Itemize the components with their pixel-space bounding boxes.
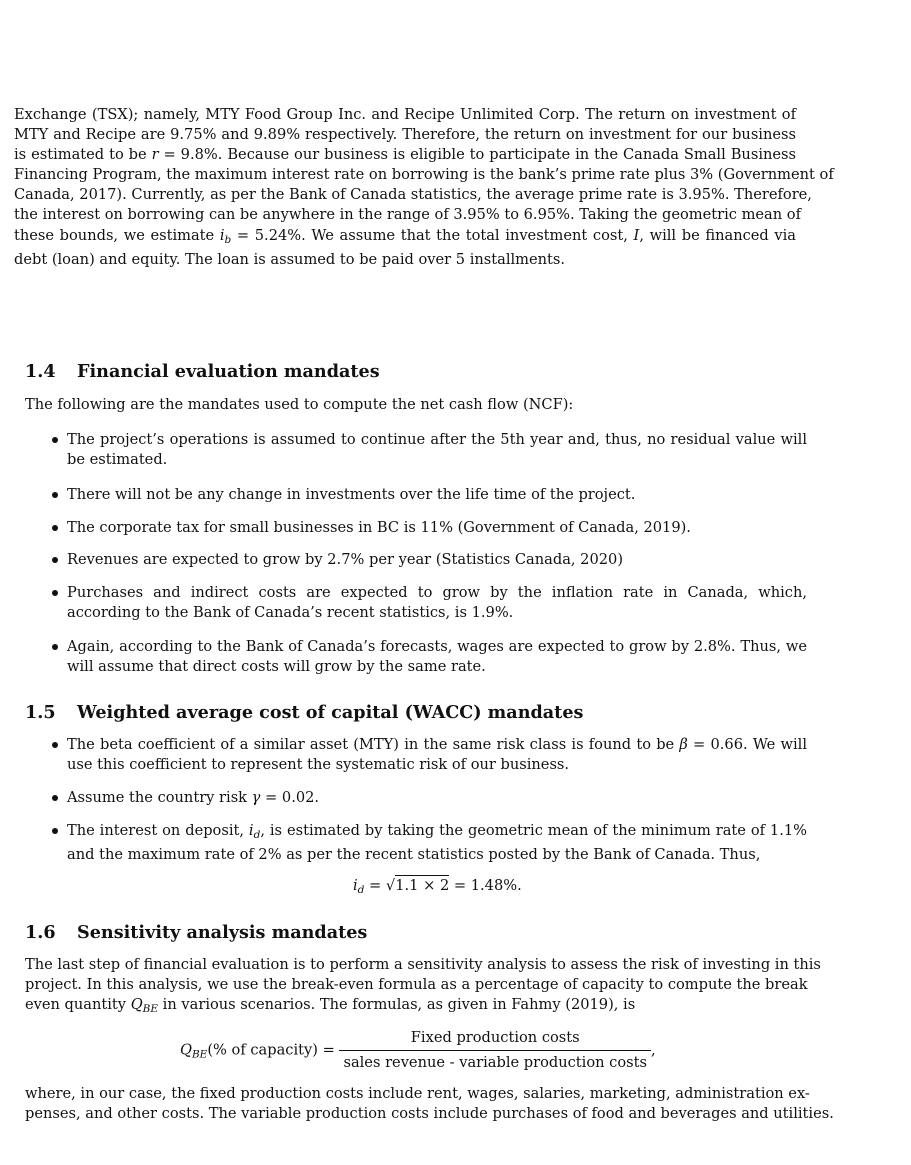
intro-line-2: MTY and Recipe are 9.75% and 9.89% respectively. Therefore, the return on investment for our business — [14, 126, 796, 144]
list-item: The corporate tax for small businesses in BC is 11% (Government of Canada, 2019). — [67, 518, 807, 538]
intro-line-6: the interest on borrowing can be anywhere in the range of 3.95% to 6.95%. Taking the geometric mean of — [14, 206, 801, 224]
intro-line-8: debt (loan) and equity. The loan is assumed to be paid over 5 installments. — [14, 250, 566, 268]
list-item: The beta coefficient of a similar asset (MTY) in the same risk class is found to be β = 0.66. We will use this coefficient to represent the systematic risk of our business. — [67, 735, 807, 775]
intro-line-4: Financing Program, the maximum interest rate on borrowing is the bank’s prime rate plus 3% (Government of — [14, 166, 834, 184]
bullet-dot — [52, 492, 58, 498]
list-item: Purchases and indirect costs are expected to grow by the inflation rate in Canada, which, according to the Bank of Canada’s recent statistics, is 1.9%. — [67, 583, 807, 623]
intro-line-1: Exchange (TSX); namely, MTY Food Group Inc. and Recipe Unlimited Corp. The return on investment of — [14, 106, 796, 123]
section-1-6-paragraph: The last step of financial evaluation is to perform a sensitivity analysis to assess the risk of investing in this project. In this analysis, we use the break-even formula as a percentage of capacity to compute the break even quantity $Q_{BE}$ in various scenarios. The formulas, as given in Fahmy (2019), is — [25, 956, 821, 1016]
section-1-4-intro: The following are the mandates used to compute the net cash flow (NCF): — [25, 396, 574, 413]
break-even-formula: $Q_{BE}(\%$ of capacity) = $\frac{\text{Fixed production costs}}{\text{sales revenue - variable production costs}}$ , — [180, 1029, 656, 1071]
var-r: r — [151, 146, 159, 164]
list-item: The interest on deposit, $i_d$, is estimated by taking the geometric mean of the minimum rate of 1.1% and the maximum rate of 2% as per the recent statistics posted by the Bank of Canada. Thus, — [67, 821, 807, 865]
list-item: There will not be any change in investments over the life time of the project. — [67, 485, 807, 505]
list-item: The project’s operations is assumed to continue after the 5th year and, thus, no residual value will be estimated. — [67, 430, 807, 470]
intro-line-3: is estimated to be r = 9.8%. Because our business is eligible to participate in the Canada Small Business — [14, 146, 797, 164]
bullet-dot — [52, 644, 58, 650]
section-heading-1-5: 1.5 Weighted average cost of capital (WACC) mandates — [25, 702, 584, 723]
bullet-dot — [52, 590, 58, 596]
bullet-dot — [52, 795, 58, 801]
list-item: Again, according to the Bank of Canada’s forecasts, wages are expected to grow by 2.8%. Thus, we will assume that direct costs will grow by the same rate. — [67, 637, 807, 677]
bullet-dot — [52, 742, 58, 748]
list-item: Assume the country risk γ = 0.02. — [67, 788, 807, 808]
intro-line-5: Canada, 2017). Currently, as per the Bank of Canada statistics, the average prime rate is 3.95%. Therefore, — [14, 186, 812, 204]
intro-paragraph — [14, 105, 834, 270]
bullet-dot — [52, 437, 58, 443]
formula-fraction: $\frac{\text{Fixed production costs}}{\text{sales revenue - variable production costs}}$ — [339, 1028, 651, 1073]
bullet-dot — [52, 557, 58, 563]
section-heading-1-4: 1.4 Financial evaluation mandates — [25, 361, 380, 382]
bullet-dot — [52, 525, 58, 531]
section-1-6-closing-paragraph: where, in our case, the fixed production costs include rent, wages, salaries, marketing, administration ex- penses, and other costs. The variable production costs include purchases of food and beverages and utilities. — [25, 1085, 834, 1123]
section-heading-1-6: 1.6 Sensitivity analysis mandates — [25, 922, 368, 943]
bullet-dot — [52, 828, 58, 834]
equation-interest-on-deposit: $i_d = √1.1 \times 2 = 1.48\%$. — [353, 877, 522, 896]
list-item: Revenues are expected to grow by 2.7% per year (Statistics Canada, 2020) — [67, 550, 807, 570]
intro-line-7: these bounds, we estimate $i_b = 5.24\%$. We assume that the total investment cost, I, will be financed via — [14, 226, 797, 246]
